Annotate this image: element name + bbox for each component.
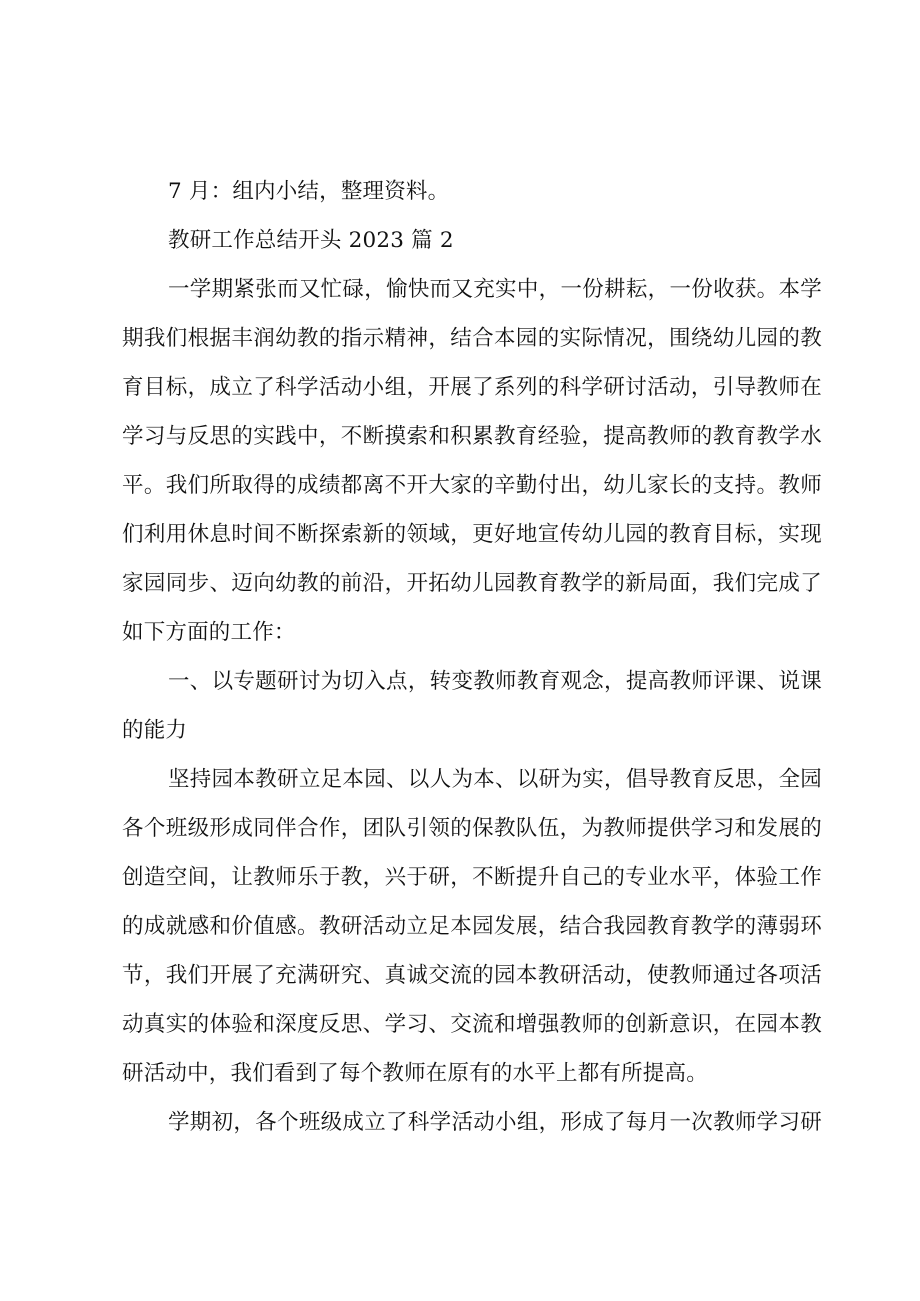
text-line: 一、以专题研讨为切入点，转变教师教育观念，提高教师评课、说课 [168, 669, 822, 694]
text-line: 各个班级形成同伴合作，团队引领的保教队伍，为教师提供学习和发展的 [122, 816, 822, 841]
text-line: 动真实的体验和深度反思、学习、交流和增强教师的创新意识，在园本教 [122, 1012, 822, 1037]
text-line: 创造空间，让教师乐于教，兴于研，不断提升自己的专业水平，体验工作 [122, 865, 822, 890]
text-line: 育目标，成立了科学活动小组，开展了系列的科学研讨活动，引导教师在 [122, 375, 822, 400]
text-line: 期我们根据丰润幼教的指示精神，结合本园的实际情况，围绕幼儿园的教 [122, 326, 822, 351]
text-line: 的能力 [122, 718, 188, 743]
text-line: 研活动中，我们看到了每个教师在原有的水平上都有所提高。 [122, 1061, 708, 1086]
text-line: 们利用休息时间不断探索新的领域，更好地宣传幼儿园的教育目标，实现 [122, 522, 822, 547]
text-line: 学习与反思的实践中，不断摸索和积累教育经验，提高教师的教育教学水 [122, 424, 822, 449]
text-line: 家园同步、迈向幼教的前沿，开拓幼儿园教育教学的新局面，我们完成了 [122, 571, 822, 596]
text-line: 平。我们所取得的成绩都离不开大家的辛勤付出，幼儿家长的支持。教师 [122, 473, 822, 498]
section-heading: 教研工作总结开头 2023 篇 2 [168, 228, 454, 253]
text-line: 7 月：组内小结，整理资料。 [168, 179, 450, 204]
text-line: 一学期紧张而又忙碌，愉快而又充实中，一份耕耘，一份收获。本学 [168, 277, 822, 302]
text-line: 学期初，各个班级成立了科学活动小组，形成了每月一次教师学习研 [168, 1110, 822, 1135]
text-line: 坚持园本教研立足本园、以人为本、以研为实，倡导教育反思，全园 [168, 767, 822, 792]
text-line: 的成就感和价值感。教研活动立足本园发展，结合我园教育教学的薄弱环 [122, 914, 822, 939]
text-line: 如下方面的工作： [122, 620, 296, 645]
text-line: 节，我们开展了充满研究、真诚交流的园本教研活动，使教师通过各项活 [122, 963, 822, 988]
